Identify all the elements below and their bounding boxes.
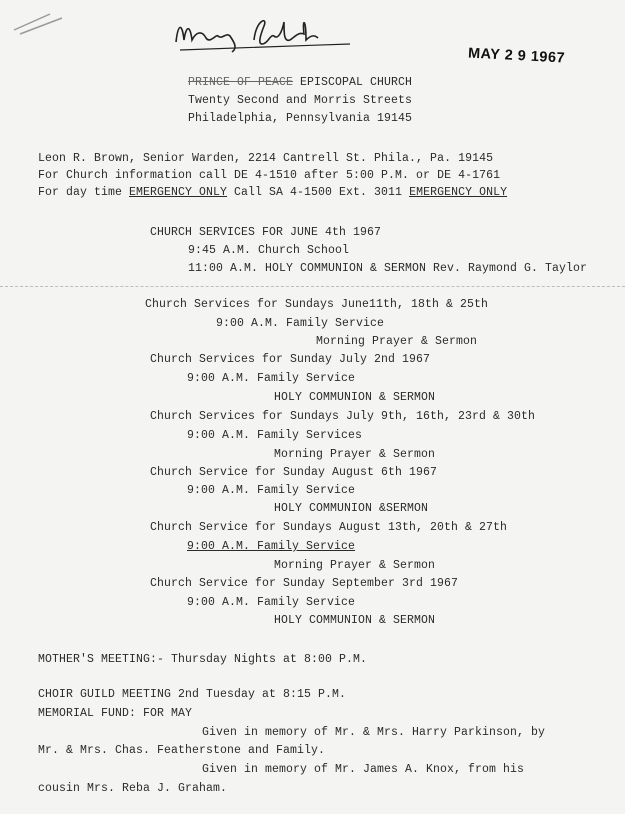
church-name-rest: EPISCOPAL CHURCH bbox=[293, 76, 413, 89]
sep3-time: 9:00 A.M. Family Service bbox=[187, 596, 356, 609]
june-heading: Church Services for Sundays June11th, 18th & 25th bbox=[145, 298, 489, 311]
july2-heading: Church Services for Sunday July 2nd 1967 bbox=[150, 353, 431, 366]
sep3-heading: Church Service for Sunday September 3rd 1967 bbox=[150, 577, 459, 590]
church-city: Philadelphia, Pennsylvania 19145 bbox=[188, 112, 413, 125]
july-type: Morning Prayer & Sermon bbox=[274, 448, 436, 461]
church-name-struck: PRINCE OF PEACE bbox=[188, 76, 294, 89]
emergency-label-1: EMERGENCY ONLY bbox=[129, 186, 228, 199]
church-name bbox=[188, 76, 412, 90]
july2-type: HOLY COMMUNION & SERMON bbox=[274, 391, 436, 404]
handwritten-signature bbox=[172, 14, 354, 54]
aug-time: 9:00 A.M. Family Service bbox=[187, 540, 356, 553]
church-street: Twenty Second and Morris Streets bbox=[188, 94, 413, 107]
emergency-label-2: EMERGENCY ONLY bbox=[409, 186, 508, 199]
emergency-middle: Call SA 4-1500 Ext. 3011 bbox=[227, 186, 410, 199]
june4-heading: CHURCH SERVICES FOR JUNE 4th 1967 bbox=[150, 226, 382, 239]
divider bbox=[0, 286, 625, 288]
june4-line2: 11:00 A.M. HOLY COMMUNION & SERMON Rev. Raymond G. Taylor bbox=[188, 262, 588, 275]
memorial-gift1-line1: Given in memory of Mr. & Mrs. Harry Parkinson, by bbox=[202, 726, 546, 739]
aug-heading: Church Service for Sundays August 13th, 20th & 27th bbox=[150, 521, 508, 534]
memorial-gift2-line2: cousin Mrs. Reba J. Graham. bbox=[38, 782, 228, 795]
july2-time: 9:00 A.M. Family Service bbox=[187, 372, 356, 385]
choir-meeting: CHOIR GUILD MEETING 2nd Tuesday at 8:15 P.M. bbox=[38, 688, 347, 701]
memorial-gift2-line1: Given in memory of Mr. James A. Knox, from his bbox=[202, 763, 525, 776]
sep3-type: HOLY COMMUNION & SERMON bbox=[274, 614, 436, 627]
july-time: 9:00 A.M. Family Services bbox=[187, 429, 363, 442]
warden-line: Leon R. Brown, Senior Warden, 2214 Cantrell St. Phila., Pa. 19145 bbox=[38, 152, 494, 165]
mothers-meeting: MOTHER'S MEETING:- Thursday Nights at 8:00 P.M. bbox=[38, 653, 368, 666]
aug-type: Morning Prayer & Sermon bbox=[274, 559, 436, 572]
june-time: 9:00 A.M. Family Service bbox=[216, 317, 385, 330]
emergency-line bbox=[38, 186, 507, 200]
emergency-prefix: For day time bbox=[38, 186, 130, 199]
memorial-gift1-line2: Mr. & Mrs. Chas. Featherstone and Family. bbox=[38, 744, 326, 757]
corner-mark-icon bbox=[10, 8, 70, 38]
aug6-type: HOLY COMMUNION &SERMON bbox=[274, 502, 429, 515]
date-received-stamp: MAY 2 9 1967 bbox=[467, 45, 566, 67]
memorial-heading: MEMORIAL FUND: FOR MAY bbox=[38, 707, 193, 720]
june4-line1: 9:45 A.M. Church School bbox=[188, 244, 350, 257]
aug6-time: 9:00 A.M. Family Service bbox=[187, 484, 356, 497]
june-type: Morning Prayer & Sermon bbox=[316, 335, 478, 348]
july-heading: Church Services for Sundays July 9th, 16th, 23rd & 30th bbox=[150, 410, 536, 423]
aug6-heading: Church Service for Sunday August 6th 1967 bbox=[150, 466, 438, 479]
church-info-line: For Church information call DE 4-1510 after 5:00 P.M. or DE 4-1761 bbox=[38, 169, 501, 182]
